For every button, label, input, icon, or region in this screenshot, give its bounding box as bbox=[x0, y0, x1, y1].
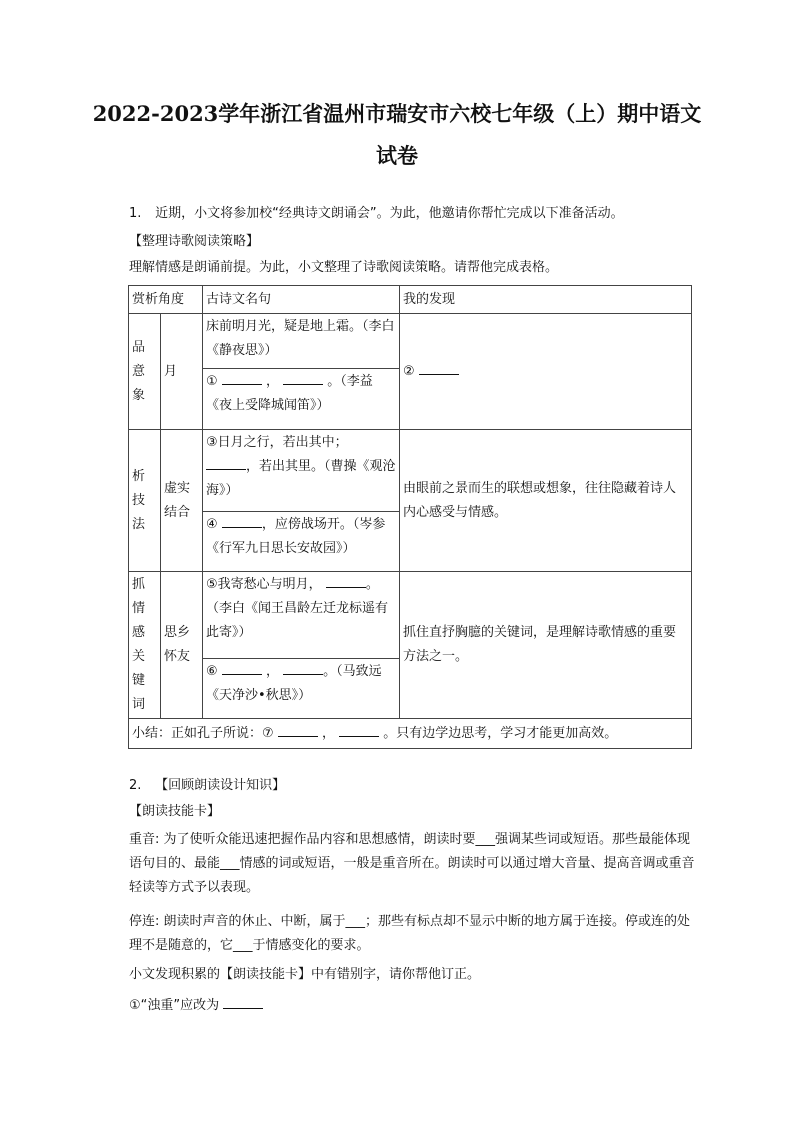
answer-blank-q2-1[interactable] bbox=[223, 994, 263, 1009]
q1-section-heading: 【整理诗歌阅读策略】 bbox=[129, 234, 260, 249]
q1-instruction: 理解情感是朗诵前提。为此，小文整理了诗歌阅读策略。请帮他完成表格。 bbox=[129, 260, 559, 275]
q2-pause-paragraph: 停连: 朗读时声音的休止、中断，属于___；那些有标点却不显示中断的地方属于连接。停或连的处理不是随意的，它___于情感变化的要求。 bbox=[129, 914, 691, 953]
answer-blank-7a[interactable] bbox=[278, 722, 318, 737]
q1-number: 1. bbox=[129, 206, 142, 221]
q1-intro: 近期，小文将参加校“经典诗文朗诵会”。为此，他邀请你帮忙完成以下准备活动。 bbox=[155, 206, 624, 221]
page-title: 2022-2023学年浙江省温州市瑞安市六校七年级（上）期中语文 bbox=[92, 101, 702, 126]
poem-5-first: ⑤我寄愁心与明月， bbox=[206, 577, 322, 592]
summary-end: 。只有边学边思考，学习才能更加高效。 bbox=[383, 725, 618, 741]
angle-imagery: 品意象 bbox=[129, 314, 161, 430]
poem-blank-1 bbox=[203, 369, 400, 430]
q2-heading-line bbox=[129, 777, 285, 795]
poem-5-rest: 。（李白《闻王昌龄左迁龙标遥有此寄》） bbox=[206, 577, 389, 640]
poem-4-label: ④ bbox=[206, 517, 218, 532]
page-title-continued: 试卷 bbox=[376, 143, 418, 168]
answer-blank-5[interactable] bbox=[326, 573, 366, 588]
poem-blank-5 bbox=[203, 572, 400, 659]
q2-instruction: 小文发现积累的【朗读技能卡】中有错别字，请你帮他订正。 bbox=[129, 967, 481, 982]
finding-blank-2-label: ② bbox=[403, 363, 415, 379]
poem-3-rest: ，若出其里。（曹操《观沧海》） bbox=[206, 459, 396, 498]
comma: ， bbox=[321, 725, 335, 741]
answer-blank-4[interactable] bbox=[222, 513, 262, 528]
poem-blank-1-label: ① bbox=[206, 374, 218, 389]
poem-6-label: ⑥ bbox=[206, 663, 218, 679]
answer-blank-6b[interactable] bbox=[283, 660, 323, 675]
header-angle: 赏析角度 bbox=[129, 286, 203, 314]
poem-3-first: ③日月之行，若出其中； bbox=[206, 435, 348, 450]
poem-blank-6 bbox=[203, 658, 400, 718]
q1-intro-line bbox=[129, 205, 624, 223]
comma: ， bbox=[265, 663, 279, 679]
table-summary-row bbox=[129, 719, 692, 749]
finding-emotion: 抓住直抒胸臆的关键词，是理解诗歌情感的重要方法之一。 bbox=[400, 572, 692, 719]
sub-virtual-real: 虚实结合 bbox=[161, 430, 203, 572]
header-finding: 我的发现 bbox=[400, 286, 692, 314]
table-header-row bbox=[129, 286, 692, 314]
q2-number: 2. bbox=[129, 778, 142, 793]
header-poem: 古诗文名句 bbox=[203, 286, 400, 314]
poem-blank-4 bbox=[203, 512, 400, 572]
q2-heading: 【回顾朗读设计知识】 bbox=[155, 778, 286, 793]
answer-blank-6a[interactable] bbox=[222, 660, 262, 675]
comma: ， bbox=[265, 374, 279, 389]
angle-emotion-keyword: 抓情感关键词 bbox=[129, 572, 161, 719]
sub-homesick: 思乡怀友 bbox=[161, 572, 203, 719]
table-row bbox=[129, 430, 692, 512]
q2-card-heading: 【朗读技能卡】 bbox=[129, 804, 221, 819]
summary-cell bbox=[129, 719, 692, 749]
answer-blank-1b[interactable] bbox=[283, 370, 323, 385]
angle-technique: 析技法 bbox=[129, 430, 161, 572]
answer-blank-7b[interactable] bbox=[339, 722, 379, 737]
q2-stress-paragraph: 重音: 为了使听众能迅速把握作品内容和思想感情，朗读时要___强调某些词或短语。那些最能体现语句目的、最能___情感的词或短语，一般是重音所在。朗读时可以通过增大音量、提高音调或重音轻读等方式予以表现。 bbox=[129, 832, 695, 895]
poem-6-source: 。（马致远《天净沙•秋思》） bbox=[206, 663, 382, 703]
summary-start: 小结：正如孔子所说：⑦ bbox=[132, 725, 274, 741]
poem-4-rest: ，应傍战场开。（岑参《行军九日思长安故园》） bbox=[206, 517, 386, 556]
finding-blank-2 bbox=[400, 314, 692, 430]
q2-item-1 bbox=[129, 994, 263, 1015]
finding-technique: 由眼前之景而生的联想或想象，往往隐藏着诗人内心感受与情感。 bbox=[400, 430, 692, 572]
q2-item-1-text: ①“浊重”应改为 bbox=[129, 998, 220, 1013]
poetry-strategy-table bbox=[128, 285, 692, 749]
poem-guancanghai bbox=[203, 430, 400, 512]
answer-blank-3[interactable] bbox=[206, 455, 246, 470]
table-row bbox=[129, 572, 692, 659]
poem-blank-1-source: 。（李益《夜上受降城闻笛》） bbox=[206, 374, 373, 413]
poem-jingyesi: 床前明月光，疑是地上霜。（李白《静夜思》） bbox=[203, 314, 400, 369]
answer-blank-2[interactable] bbox=[419, 360, 459, 375]
sub-moon: 月 bbox=[161, 314, 203, 430]
table-row bbox=[129, 314, 692, 369]
answer-blank-1a[interactable] bbox=[222, 370, 262, 385]
